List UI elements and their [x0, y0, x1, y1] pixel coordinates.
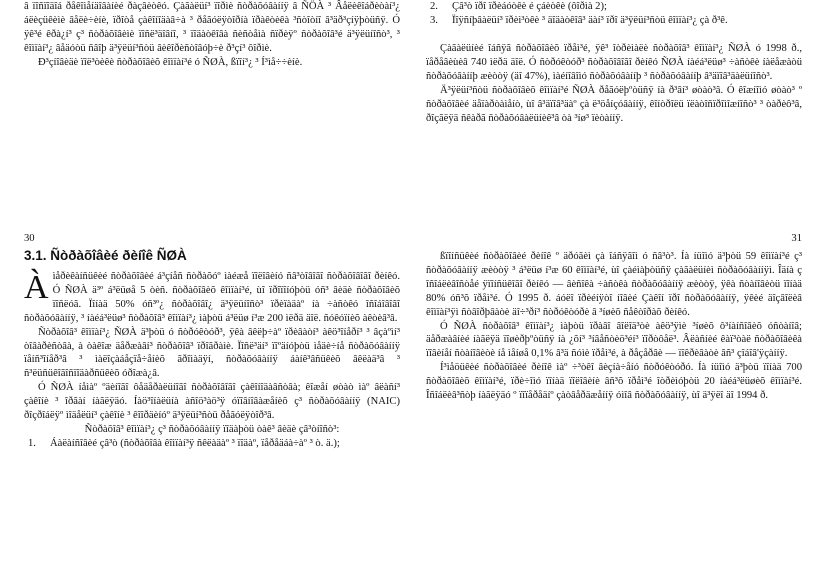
paragraph: Ñòðàõîâ³ êîìïàí³¿ ÑØÀ ä³þòü ó ñòðóêòóð³, ÿêà âêëþ÷àº ïðèâàòí³ àêö³îíåðí³ ³ âçàºìí³ òîâàðèñòâà, à òàêîæ äåðæàâí³ ñòðàõîâ³ ïðîãðàìè. Ïîñë³äí³ ïîºäíóþòü ìåäè÷íå ñòðàõóâàííÿ ïåíñ³îíåð³â ³ ìàëîçàáåçïå÷åíèõ ãðîìàäÿí, ñòðàõóâàííÿ áàíê³âñüêèõ âêëàä³â ³ ñ³ëüñüêîãîñïîäàðñüêèõ óðîæà¿â. [24, 326, 400, 380]
paragraph: Ð³çíîâèäè ïîë³òèêè ñòðàõîâèõ êîìïàí³é ó ÑØÀ, ßïîí³¿ ³ Í³ìå÷÷èíè. [38, 56, 303, 68]
paragraph: Í³ìåöüêèé ñòðàõîâèé ðèíîê ìàº ÷³òêî âèçíà÷åíó ñòðóêòóðó. Íà íüîìó ä³þòü ïîíàä 700 ñòðàõîâèõ êîìïàí³é, ïðè÷îìó ïîíàä ïîëîâèíè âñ³õ ïðåì³é îòðèìóþòü 20 íàéá³ëüøèõ êîìïàí³é. Îñîáëèâ³ñòþ íàãëÿäó º ïîïåðåäíº çàòâåðäæåííÿ óìîâ ñòðàõóâàííÿ, ùî ä³ÿëî äî 1994 ð. [426, 362, 802, 402]
left-page [24, 0, 400, 586]
list-intro: Ñòðàõîâ³ êîìïàí³¿ ç³ ñòðàõóâàííÿ ïîäàþòü òàê³ âèäè çâ³òíîñò³: [84, 423, 340, 435]
paragraph: Ó ÑØÀ íåìàº ºäèíîãî ôåäåðàëüíîãî ñòðàõîâîãî çàêîíîäàâñòâà; êîæåí øòàò ìàº âëàñí³ çàêîíè ³ îðãàí íàãëÿäó. Íàö³îíàëüíà àñîö³àö³ÿ óïîâíîâàæåíèõ ç³ ñòðàõóâàííÿ (NAIC) ðîçðîáëÿº ìîäåëüí³ çàêîíè ³ êîîðäèíóº ä³ÿëüí³ñòü ðåãóëÿòîð³â. [24, 382, 400, 422]
left-body [24, 270, 400, 451]
report-list [24, 437, 400, 451]
left-top-text [24, 0, 400, 70]
drop-cap: À [24, 269, 49, 306]
list-number: 2. [430, 1, 438, 12]
list-item [426, 14, 802, 28]
list-text: Çâ³ò ïðî ïðèáóòêè é çáèòêè (ôîðìà 2); [452, 1, 607, 12]
right-page [426, 0, 802, 586]
list-text: Ïîÿñíþâàëüí³ ïðèì³òêè ³ äîäàòêîâ³ äàí³ ïðî ä³ÿëüí³ñòü êîìïàí³¿ çà ð³ê. [452, 14, 728, 26]
report-list-continued [426, 0, 802, 28]
paragraph: Ä³ÿëüí³ñòü ñòðàõîâèõ êîìïàí³é ÑØÀ ðåãóëþºòüñÿ íà ð³âí³ øòàò³â. Ó êîæíîìó øòàò³ º ñòðàõîâèé äåïàðòàìåíò, ùî â³äïîâ³äàº çà ë³öåíçóâàííÿ, êîíòðîëü ïëàòîñïðîìîæíîñò³ ³ òàðèô³â, ðîçãëÿä ñêàðã ñòðàõóâàëüíèê³â òà ³íø³ ïèòàííÿ. [426, 84, 802, 124]
section-title-wrap [24, 249, 400, 263]
list-number: 1. [28, 437, 36, 449]
section-title: 3.1. Ñòðàõîâèé ðèíîê ÑØÀ [24, 248, 187, 263]
list-text: Áàëàíñîâèé çâ³ò (ñòðàõîâà êîìïàí³ÿ ñêëàäàº ³ ïîäàº, ïåðåäáà÷àº ³ ò. ä.); [50, 437, 340, 449]
list-item [24, 437, 400, 451]
right-top-text [426, 42, 802, 125]
right-body [426, 250, 802, 403]
paragraph: ßïîíñüêèé ñòðàõîâèé ðèíîê º äðóãèì çà îáñÿãîì ó ñâ³ò³. Íà íüîìó ä³þòü 59 êîìïàí³é ç³ ñòðàõóâàííÿ æèòòÿ ³ á³ëüø í³æ 60 êîìïàí³é, ùî çàéìàþòüñÿ çàãàëüíèì ñòðàõóâàííÿì. Îäíà ç îñîáëèâîñòåé ÿïîíñüêîãî ðèíêó — âèñîêà ÷àñòêà ñòðàõóâàííÿ æèòòÿ, ÿêà ñòàíîâèòü ïîíàä 80% óñ³õ ïðåì³é. Ó 1995 ð. áóëî ïðèéíÿòî íîâèé Çàêîí ïðî ñòðàõóâàííÿ, ÿêèé äîçâîëèâ êîìïàí³ÿì ñòâîðþâàòè äî÷³ðí³ ñòðóêòóðè â ³íøèõ ñåêòîðàõ ðèíêó. [426, 251, 802, 318]
page-number: 30 [24, 233, 35, 244]
paragraph: â ïîñïîäîá ðåêîìåíäîâàíèé ðàçâèòêó. Çàãàëüí³ ïîðìè ñòðàõóâàííÿ â ÑÖÀ ³ Âåëèêîáðèòàí³¿ áëèçüêèìè âåëè÷èíè, ïðîòå çàêîíîäàâ÷à ³ ðåãóëÿòîðíà ïðàêòèêà ³ñòîòíî â³äð³çíÿþòüñÿ. Ó ÿê³é êðà¿í³ ç³ ñòðàõîâèìè ïîñë³äîâíî, ³ ïîäàòêîâà ñèñòåìà ñïðèÿº ñòðàõîâ³é ä³ÿëüíîñò³, ³ êîìïàí³¿ âåäóòü ñâîþ ä³ÿëüí³ñòü âèêîðèñòîâóþ÷è ð³çí³ ôîðìè. [24, 1, 400, 54]
paragraph: Çàãàëüíèé îáñÿã ñòðàõîâèõ ïðåì³é, ÿê³ îòðèìàëè ñòðàõîâ³ êîìïàí³¿ ÑØÀ ó 1998 ð., ïåðåâèùèâ 740 ìëðä äîë. Ó ñòðóêòóð³ ñòðàõîâîãî ðèíêó ÑØÀ íàéá³ëüø³ ÷àñòêè íàëåæàòü ñòðàõóâàííþ æèòòÿ (äî 47%), ìàéíîâîìó ñòðàõóâàííþ ³ ñòðàõóâàííþ â³äïîâ³äàëüíîñò³. [426, 43, 802, 82]
list-item [426, 0, 802, 14]
page-number: 31 [791, 233, 802, 244]
paragraph: Ó ÑØÀ ñòðàõîâ³ êîìïàí³¿ ìàþòü ïðàâî âîëîä³òè àêö³ÿìè ³íøèõ ô³íàíñîâèõ óñòàíîâ; äåðæàâíèé íàãëÿä ïîøèðþºòüñÿ íà ¿õí³ ³íâåñòèö³éí³ ïîðòôåë³. Âëàñíèé êàï³òàë ñòðàõîâèêà ïîâèíåí ñòàíîâèòè íå ìåíøå 0,1% â³ä ñóìè ïðåì³é, à ðåçåðâè — ïîêðèâàòè âñ³ çîáîâ'ÿçàííÿ. [426, 320, 802, 360]
list-number: 3. [430, 14, 438, 26]
paragraph: ìåðèêàíñüêèé ñòðàõîâèé á³çíåñ ñòðàõóº ìàéæå ïîëîâèíó ñâ³òîâîãî ñòðàõîâîãî ðèíêó. Ó ÑØÀ ä³º á³ëüøå 5 òèñ. ñòðàõîâèõ êîìïàí³é, ùî ïðîïîíóþòü óñ³ âèäè ñòðàõîâèõ ïîñëóã. Ïîíàä 50% óñ³º¿ ñòðàõîâî¿ ä³ÿëüíîñò³ ïðèïàäàº íà ÷àñòêó îñîáîâîãî ñòðàõóâàííÿ, ³ íàéá³ëüø³ ñòðàõîâ³ êîìïàí³¿ ìàþòü á³ëüø í³æ 200 ìëðä äîë. ñóêóïíèõ àêòèâ³â. [24, 271, 400, 324]
